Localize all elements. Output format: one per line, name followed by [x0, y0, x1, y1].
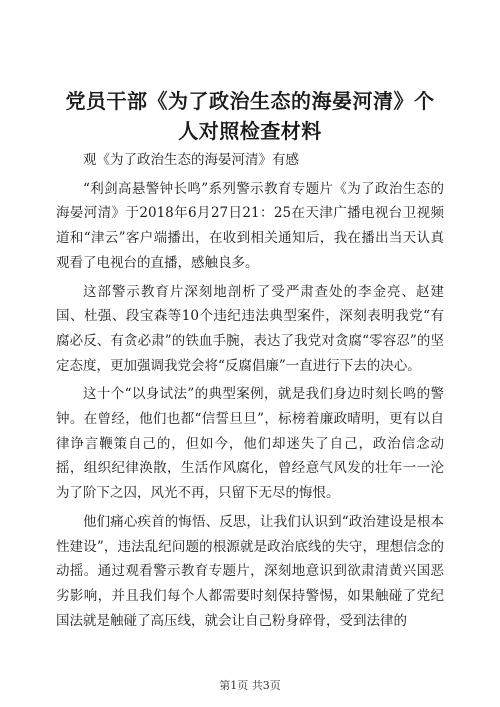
document-title: 党员干部《为了政治生态的海晏河清》个人对照检查材料	[65, 89, 435, 143]
paragraph: 这部警示教育片深刻地剖析了受严肃查处的李金亮、赵建国、杜强、段宝森等10个违纪违法典型案件，深刻表明我党“有腐必反、有贪必肃”的铁血手腕，表达了我党对贪腐“零容忍”的坚定态度，更加强调我党会将“反腐倡廉”一直进行下去的决心。	[56, 283, 444, 374]
paragraph: “利剑高悬警钟长鸣”系列警示教育专题片《为了政治生态的海晏河清》于2018年6月27日21：25在天津广播电视台卫视频道和“津云”客户端播出，在收到相关通知后，我在播出当天认真观看了电视台的直播，感触良多。	[56, 180, 444, 271]
paragraph: 他们痛心疾首的悔悟、反思，让我们认识到“政治建设是根本性建设”，违法乱纪问题的根源就是政治底线的失守，理想信念的动摇。通过观看警示教育专题片，深刻地意识到欲肃清黄兴国恶劣影响，并且我们每个人都需要时刻保持警惕，如果触碰了党纪国法就是触碰了高压线，就会让自己粉身碎骨，受到法律的	[56, 513, 444, 629]
page-footer: 第1页 共3页	[219, 679, 281, 692]
paragraph: 这十个“以身试法”的典型案例，就是我们身边时刻长鸣的警钟。在曾经，他们也都“信誓旦旦”，标榜着廉政晴明，更有以自律诤言鞭策自己的，但如今，他们却迷失了自己，政治信念动摇，组织纪律涣散，生活作风腐化，曾经意气风发的壮年一一沦为了阶下之囚，风光不再，只留下无尽的悔恨。	[56, 386, 444, 502]
document-body	[56, 148, 444, 637]
paragraph-subtitle: 观《为了政治生态的海晏河清》有感	[83, 152, 299, 168]
